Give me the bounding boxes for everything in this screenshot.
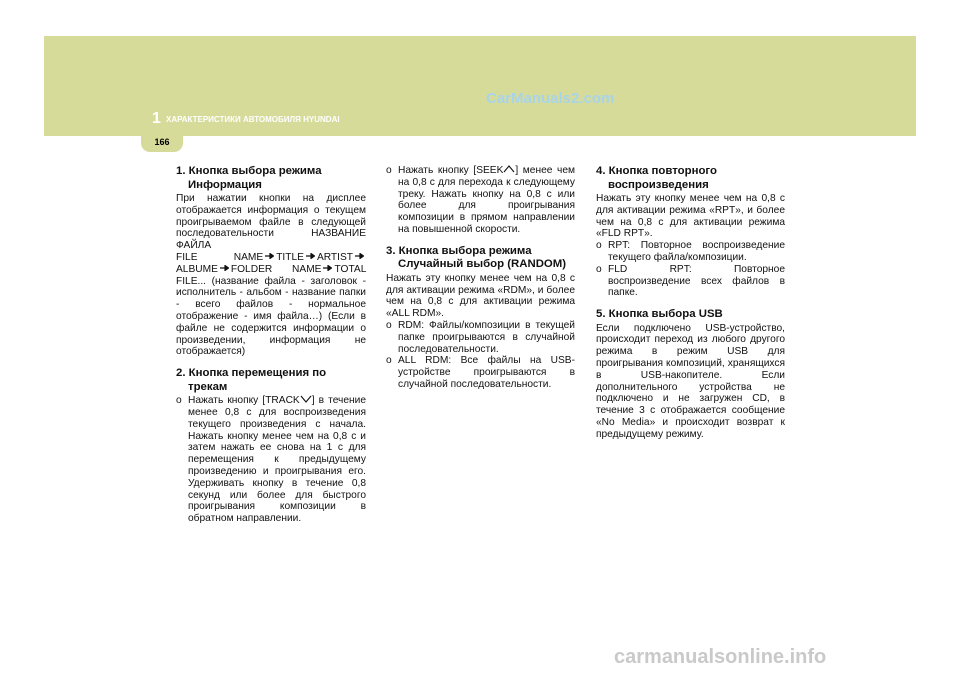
watermark-top: CarManuals2.com bbox=[486, 90, 615, 107]
section-2-heading: 2. Кнопка перемещения по трекам bbox=[176, 367, 327, 393]
chapter-number: 1 bbox=[152, 110, 161, 127]
bullet-marker: o bbox=[386, 165, 392, 176]
section-1-text-a: При нажатии кнопки на дисплее отображается информация о текущем проигрываемом файле в следующей последовательности НАЗВАНИЕ ФАЙЛА bbox=[176, 193, 366, 252]
seek-text-a: Нажать кнопку [SEEK bbox=[398, 165, 504, 176]
all-rdm-text: ALL RDM: Все файлы на USB-устройстве проигрываются в случайной последовательности. bbox=[398, 355, 575, 390]
arrow-right-icon bbox=[306, 253, 315, 259]
seq-item: FOLDER NAME bbox=[230, 263, 322, 275]
seq-item: FILE NAME bbox=[176, 251, 264, 263]
section-1-text bbox=[176, 193, 366, 358]
column-1 bbox=[176, 165, 366, 525]
seq-item: TITLE bbox=[276, 251, 304, 263]
arrow-right-icon bbox=[265, 253, 274, 259]
column-3 bbox=[596, 165, 785, 441]
seek-text-b: ] менее чем на 0,8 с для перехода к следующему треку. Нажать кнопку на 0,8 с или более для проигрывания композиции в прямом направлении на повышенной скорости. bbox=[398, 165, 575, 235]
arrow-right-icon bbox=[323, 265, 332, 271]
page-number: 166 bbox=[154, 137, 170, 147]
arrow-right-icon bbox=[220, 265, 229, 271]
bullet-marker: o bbox=[386, 355, 392, 367]
section-5-heading: 5. Кнопка выбора USB bbox=[596, 308, 723, 321]
seq-item: TOTAL bbox=[334, 263, 366, 275]
section-1-heading: 1. Кнопка выбора режима Информация bbox=[176, 165, 322, 191]
track-text-b: ] в течение менее 0,8 с для воспроизведения текущего произведения с начала. Нажать кнопку менее чем на 0,8 с и затем нажать ее снова на 1 с для перемещения к предыдущему произведению и проигрывания его. Удерживать кнопку в течение 0,8 секунд или более для быстрого проигрывания композиции в обратном направлении. bbox=[188, 395, 366, 525]
watermark-bottom: carmanualsonline.info bbox=[614, 646, 827, 668]
fld-rpt-text: FLD RPT: Повторное воспроизведение всех файлов в папке. bbox=[608, 263, 785, 299]
bullet-marker: o bbox=[596, 240, 602, 252]
section-3-heading: 3. Кнопка выбора режима Случайный выбор (RANDOM) bbox=[386, 244, 567, 271]
rpt-text: RPT: Повторное воспроизведение текущего файла/композиции. bbox=[608, 240, 785, 263]
bullet-marker: o bbox=[176, 395, 182, 407]
rdm-text: RDM: Файлы/композиции в текущей папке проигрываются в случайной последовательности. bbox=[398, 319, 575, 355]
chevron-up-icon bbox=[503, 165, 515, 173]
section-4-heading: 4. Кнопка повторного воспроизведения bbox=[596, 165, 717, 191]
column-2 bbox=[386, 165, 575, 391]
section-1-text-b: FILE... (название файла - заголовок - исполнитель - альбом - название папки - всего файлов - нормальное отображение - имя файла…) (Если в файле не содержится информации о произведении, информация не отображается) bbox=[176, 275, 366, 358]
arrow-right-icon bbox=[355, 253, 364, 259]
bullet-marker: o bbox=[386, 319, 392, 331]
track-text-a: Нажать кнопку [TRACK bbox=[188, 395, 300, 407]
list-item bbox=[386, 355, 575, 390]
chapter-title: ХАРАКТЕРИСТИКИ АВТОМОБИЛЯ HYUNDAI bbox=[166, 115, 340, 124]
seq-item: ARTIST bbox=[316, 251, 353, 263]
list-item bbox=[176, 395, 366, 525]
list-item bbox=[596, 264, 785, 299]
list-item bbox=[386, 320, 575, 355]
chevron-down-icon bbox=[300, 395, 312, 403]
section-3-text: Нажать эту кнопку менее чем на 0,8 с для активации режима «RDM», и более чем на 0,8 с для активации режима «ALL RDM». bbox=[386, 272, 575, 320]
section-4-text: Нажать эту кнопку менее чем на 0,8 с для активации режима «RPT», и более чем на 0,8 с для активации режима «FLD RPT». bbox=[596, 193, 785, 240]
list-item bbox=[386, 165, 575, 236]
section-5-text: Если подключено USB-устройство, происходит переход из любого другого режима в режим USB для проигрывания композиций, хранящихся в USB-накопителе. Если дополнительного устройства не подключено и не загружен CD, в течение 3 с отображается сообщение «No Media» и происходит возврат к предыдущему режиму. bbox=[596, 322, 785, 440]
seq-item: ALBUME bbox=[176, 263, 218, 275]
bullet-marker: o bbox=[596, 263, 602, 275]
list-item bbox=[596, 240, 785, 264]
